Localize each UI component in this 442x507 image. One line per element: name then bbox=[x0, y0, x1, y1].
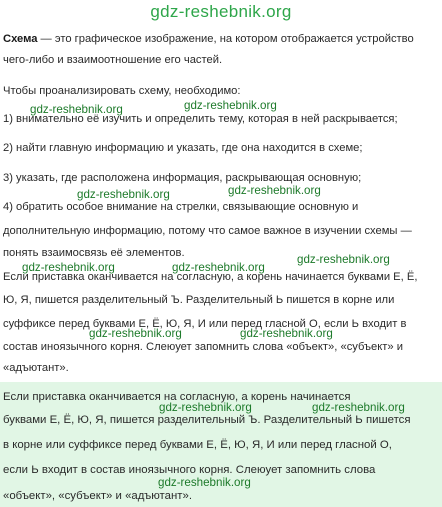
watermark-text: gdz-reshebnik.org bbox=[158, 476, 251, 489]
rule-line-1: Если приставка оканчивается на согласную, а корень начинается буквами Е, Ё, bbox=[3, 271, 418, 283]
watermark-text: gdz-reshebnik.org bbox=[172, 261, 265, 274]
watermark-text: gdz-reshebnik.org bbox=[297, 253, 390, 266]
watermark-text: gdz-reshebnik.org bbox=[89, 327, 182, 340]
rule-line-4: состав иноязычного корня. Слеюует запомнить слова «объект», «субъект» и bbox=[3, 341, 403, 353]
step-4-line-3: понять взаимосвязь её элементов. bbox=[3, 247, 185, 259]
watermark-text: gdz-reshebnik.org bbox=[22, 261, 115, 274]
rule-line-3: суффиксе перед буквами Е, Ё, Ю, Я, И или перед гласной О, если Ь входит в bbox=[3, 318, 407, 330]
rule-line-2: Ю, Я, пишется разделительный Ъ. Разделительный Ь пишется в корне или bbox=[3, 294, 395, 306]
step-4-line-1: 4) обратить особое внимание на стрелки, связывающие основную и bbox=[3, 201, 359, 213]
highlight-line-4: если Ь входит в состав иноязычного корня. Слеюует запомнить слова bbox=[3, 464, 376, 476]
watermark-header: gdz-reshebnik.org bbox=[150, 2, 292, 21]
step-4-line-2: дополнительную информацию, потому что самое важное в изучении схемы — bbox=[3, 225, 412, 237]
watermark-text: gdz-reshebnik.org bbox=[30, 103, 123, 116]
watermark-text: gdz-reshebnik.org bbox=[159, 401, 252, 414]
step-3: 3) указать, где расположена информация, раскрывающая основную; bbox=[3, 172, 362, 184]
highlight-line-2: буквами Е, Ё, Ю, Я, пишется разделительный Ъ. Разделительный Ь пишется bbox=[3, 414, 411, 426]
step-1: 1) внимательно её изучить и определить тему, которая в ней раскрывается; bbox=[3, 113, 398, 125]
watermark-text: gdz-reshebnik.org bbox=[184, 99, 277, 112]
highlight-line-5: «объект», «субъект» и «адъютант». bbox=[3, 490, 192, 502]
definition-line-1 bbox=[3, 32, 439, 46]
rule-line-5: «адъютант». bbox=[3, 362, 69, 374]
definition-term: Схема bbox=[3, 33, 38, 45]
watermark-text: gdz-reshebnik.org bbox=[240, 327, 333, 340]
watermark-text: gdz-reshebnik.org bbox=[228, 184, 321, 197]
highlight-line-1: Если приставка оканчивается на согласную, а корень начинается bbox=[3, 391, 351, 403]
definition-text: — это графическое изображение, на котором отображается устройство bbox=[37, 33, 414, 45]
watermark-text: gdz-reshebnik.org bbox=[312, 401, 405, 414]
definition-line-2: чего-либо и взаимоотношение его частей. bbox=[3, 54, 223, 66]
step-2: 2) найти главную информацию и указать, где она находится в схеме; bbox=[3, 142, 363, 154]
intro-text: Чтобы проанализировать схему, необходимо: bbox=[3, 85, 241, 97]
highlight-line-3: в корне или суффиксе перед буквами Е, Ё, Ю, Я, И или перед гласной О, bbox=[3, 439, 392, 451]
watermark-text: gdz-reshebnik.org bbox=[77, 188, 170, 201]
